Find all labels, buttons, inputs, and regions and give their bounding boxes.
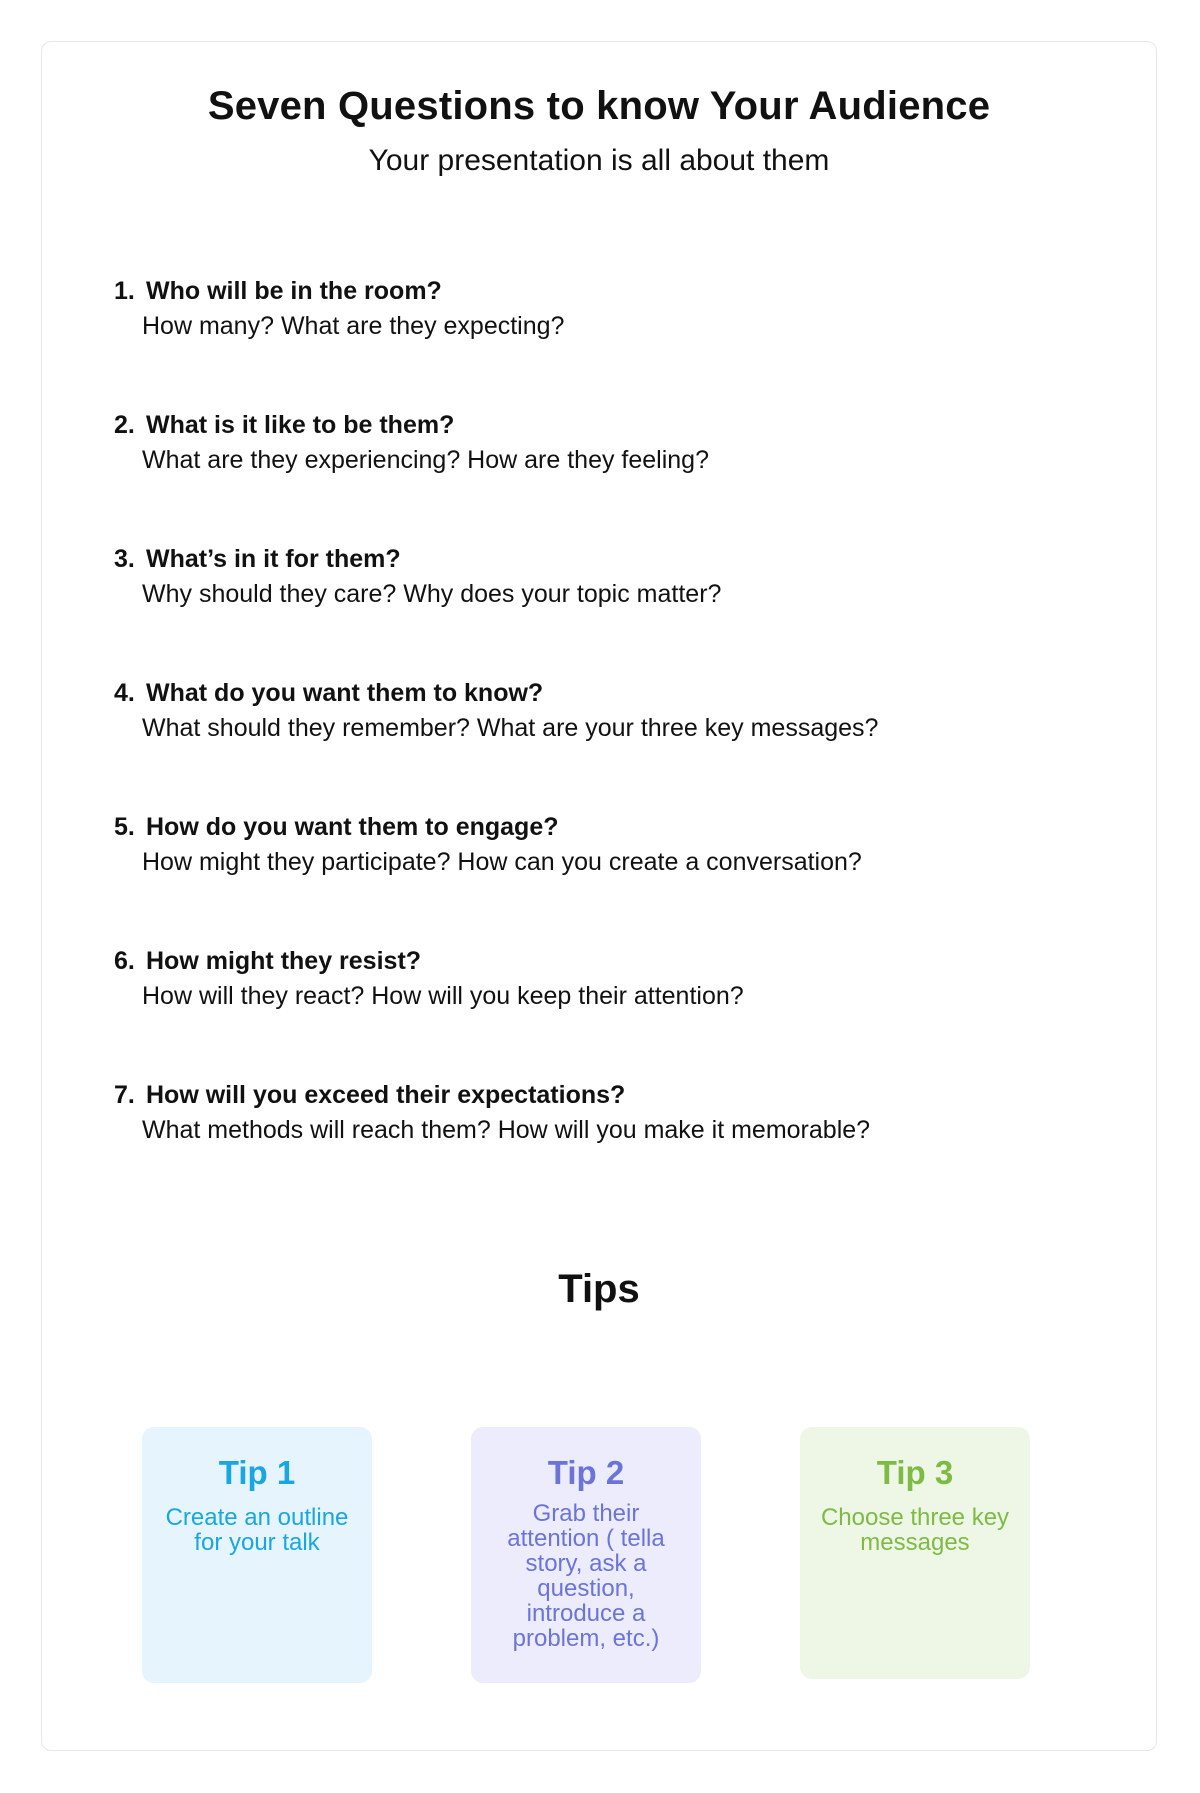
tip-card-1 — [142, 1427, 372, 1683]
page-subtitle: Your presentation is all about them — [368, 144, 830, 177]
question-heading — [114, 676, 1074, 710]
tip-label: Tip 3 — [876, 1454, 954, 1491]
list-item — [114, 408, 1074, 542]
list-item — [114, 542, 1074, 676]
list-item — [114, 944, 1074, 1078]
question-heading — [114, 944, 1074, 978]
list-item — [114, 676, 1074, 810]
question-number: 4. — [114, 679, 135, 707]
question-heading — [114, 408, 1074, 442]
question-heading — [114, 542, 1074, 576]
question-heading — [114, 1078, 1074, 1112]
question-number: 1. — [114, 277, 135, 305]
question-text: What’s in it for them? — [146, 545, 401, 573]
question-number: 3. — [114, 545, 135, 573]
question-text: How will you exceed their expectations? — [146, 1081, 626, 1109]
question-detail: How will they react? How will you keep their attention? — [142, 982, 744, 1010]
content-card — [41, 41, 1157, 1751]
question-heading — [114, 810, 1074, 844]
question-number: 6. — [114, 947, 135, 975]
question-text: How might they resist? — [146, 947, 422, 975]
question-detail: What are they experiencing? How are they feeling? — [142, 446, 709, 474]
question-text: What do you want them to know? — [146, 679, 544, 707]
list-item — [114, 1078, 1074, 1212]
tip-text: Choose three key messages — [820, 1504, 1010, 1556]
question-text: What is it like to be them? — [146, 411, 455, 439]
tip-label: Tip 2 — [547, 1454, 625, 1491]
question-number: 5. — [114, 813, 135, 841]
question-number: 2. — [114, 411, 135, 439]
list-item — [114, 274, 1074, 408]
question-text: How do you want them to engage? — [146, 813, 559, 841]
tip-text: Create an outline for your talk — [165, 1504, 349, 1556]
page-title: Seven Questions to know Your Audience — [207, 84, 991, 128]
tip-card-3 — [800, 1427, 1030, 1679]
tip-card-2 — [471, 1427, 701, 1683]
question-heading — [114, 274, 1074, 308]
question-text: Who will be in the room? — [146, 277, 442, 305]
list-item — [114, 810, 1074, 944]
question-number: 7. — [114, 1081, 135, 1109]
question-detail: Why should they care? Why does your topic matter? — [142, 580, 722, 608]
tip-text: Grab their attention ( tella story, ask a question, introduce a problem, etc.) — [507, 1500, 665, 1652]
question-detail: How many? What are they expecting? — [142, 312, 565, 340]
question-detail: How might they participate? How can you create a conversation? — [142, 848, 862, 876]
tip-label: Tip 1 — [218, 1454, 296, 1491]
questions-list — [114, 274, 1074, 1212]
question-detail: What should they remember? What are your three key messages? — [142, 714, 879, 742]
tips-title: Tips — [558, 1267, 640, 1311]
question-detail: What methods will reach them? How will you make it memorable? — [142, 1116, 871, 1144]
